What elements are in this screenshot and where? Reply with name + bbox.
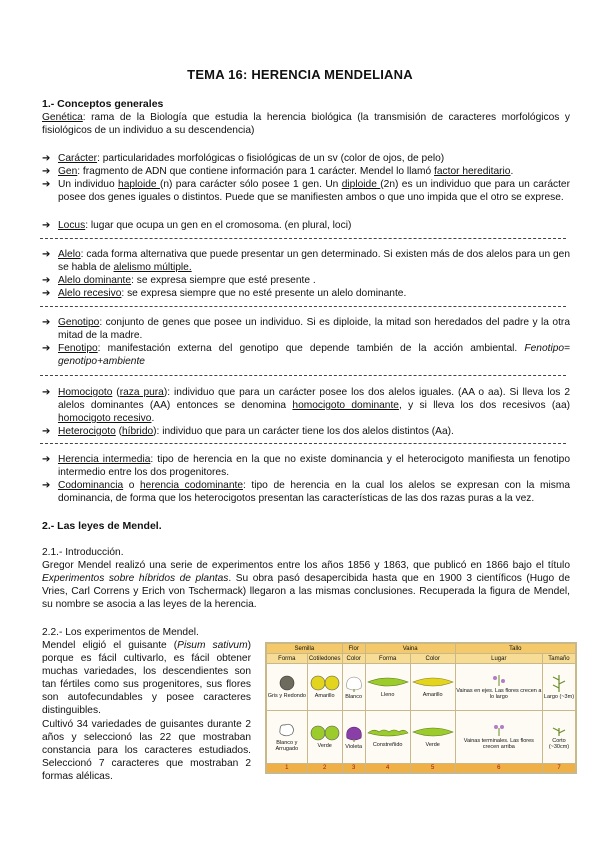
text: Gregor Mendel realizó una serie de experimentos entre los años 1856 y 1863, que publicó en 1866 bajo el título	[42, 560, 570, 571]
definition: Un individuo	[58, 179, 119, 190]
arrow-icon: ➔	[42, 249, 51, 260]
green-pod-icon	[411, 726, 455, 740]
genetica-definition	[42, 111, 570, 137]
term: Herencia intermedia	[58, 454, 151, 465]
trait-cell	[307, 664, 342, 711]
arrow-icon: ➔	[42, 343, 51, 354]
definition: o	[123, 480, 140, 491]
genetica-text: : rama de la Biología que estudia la herencia biológica (la transmisión de caracteres morfológicos y fisiológicos de un individuo a su descendencia)	[42, 112, 570, 136]
group-header: Semilla	[267, 644, 343, 654]
definition: (	[112, 387, 120, 398]
col-header: Color	[410, 654, 455, 664]
trait-cell	[455, 710, 542, 763]
trait-cell	[365, 664, 410, 711]
group-header: Vaina	[365, 644, 455, 654]
white-flower-icon	[343, 674, 365, 692]
divider	[40, 375, 566, 376]
trait-cell	[410, 664, 455, 711]
axial-flowers-plant-icon	[487, 674, 511, 686]
term: homocigoto dominante	[292, 400, 399, 411]
definition: (2n) es un individuo que para un carácter posee dos genes iguales o distintos. Puede que se manifiesten ambos o que uno impida que el otro se exprese.	[58, 179, 570, 203]
arrow-icon: ➔	[42, 480, 51, 491]
arrow-icon: ➔	[42, 220, 51, 231]
arrow-icon: ➔	[42, 166, 51, 177]
trait-label: Constreñido	[372, 741, 403, 748]
list-item	[42, 248, 570, 274]
term: Carácter	[58, 153, 98, 164]
divider	[40, 443, 566, 444]
trait-label: Blanco	[345, 693, 363, 700]
list-item	[42, 386, 570, 425]
trait-cell	[455, 664, 542, 711]
term: Genotipo	[58, 317, 100, 328]
term: híbrido	[122, 426, 154, 437]
col-header: Forma	[267, 654, 308, 664]
trait-cell	[307, 710, 342, 763]
term: Heterocigoto	[58, 426, 116, 437]
definition: .	[151, 413, 155, 424]
arrow-icon: ➔	[42, 275, 51, 286]
trait-cell	[267, 710, 308, 763]
arrow-icon: ➔	[42, 426, 51, 437]
text: ) porque es fácil cultivarlo, es fácil obtener muchas variedades, los descendientes son tan fértiles como sus progenitores, sus flores son autofecundables y posee caracteres distinguibles.	[42, 640, 251, 716]
definition: : lugar que ocupa un gen en el cromosoma. (en plural, loci)	[85, 220, 352, 231]
tall-plant-icon	[549, 674, 569, 692]
trait-number: 5	[410, 764, 455, 773]
term: Alelo recesivo	[58, 288, 122, 299]
definition: : cada forma alternativa que puede presentar un gen determinado. Si existen más de dos alelos para un gen se habla de	[58, 249, 570, 273]
term: raza pura	[119, 387, 164, 398]
text: Mendel eligió el guisante (	[42, 640, 178, 651]
list-item	[42, 342, 570, 368]
arrow-icon: ➔	[42, 153, 51, 164]
list-item	[42, 287, 570, 300]
term: Fenotipo	[58, 343, 98, 354]
term: Locus	[58, 220, 86, 231]
term: alelismo múltiple.	[113, 262, 192, 273]
arrow-icon: ➔	[42, 317, 51, 328]
green-cotyledon-icon	[308, 725, 342, 741]
arrow-icon: ➔	[42, 454, 51, 465]
trait-label: Amarillo	[314, 692, 335, 699]
list-item	[42, 152, 570, 165]
trait-label: Vainas en ejes. Las flores crecen a lo largo	[456, 687, 542, 700]
trait-label: Corto (~30cm)	[548, 737, 570, 750]
list-item	[42, 274, 570, 287]
trait-label: Lleno	[380, 691, 395, 698]
trait-number: 2	[307, 764, 342, 773]
term: Alelo	[58, 249, 81, 260]
term: Codominancia	[58, 480, 124, 491]
trait-cell	[365, 710, 410, 763]
arrow-icon: ➔	[42, 179, 51, 190]
col-header: Color	[342, 654, 365, 664]
trait-label: Blanco y Arrugado	[275, 739, 299, 752]
definition: (n) para carácter sólo posee 1 gen. Un	[159, 179, 342, 190]
section-2-heading: 2.- Las leyes de Mendel.	[42, 520, 162, 532]
list-item	[42, 453, 570, 479]
definition: : manifestación externa del genotipo que depende también de la acción ambiental.	[97, 343, 525, 354]
definition: (	[115, 426, 122, 437]
definition: , y si lleva los dos recesivos (aa)	[398, 400, 570, 411]
violet-flower-icon	[343, 724, 365, 742]
definition: : se expresa siempre que no esté presente un alelo dominante.	[121, 288, 407, 299]
full-green-pod-icon	[366, 676, 410, 690]
list-item	[42, 219, 570, 232]
term: Homocigoto	[58, 387, 113, 398]
arrow-icon: ➔	[42, 288, 51, 299]
term: herencia codominante	[139, 480, 243, 491]
divider	[40, 238, 566, 239]
mendel-characters-table	[265, 642, 577, 774]
genetica-term: Genética	[42, 112, 83, 123]
yellow-pod-icon	[411, 676, 455, 690]
term: Gen	[58, 166, 78, 177]
trait-number: 1	[267, 764, 308, 773]
book-title: Experimentos sobre híbridos de plantas	[42, 573, 229, 584]
list-item	[42, 479, 570, 505]
term: diploide	[341, 179, 381, 190]
col-header: Forma	[365, 654, 410, 664]
group-header: Tallo	[455, 644, 575, 654]
definition: : tipo de herencia en la cual los alelos se expresan con la misma dominancia, de forma que los heterocigotos presentan las características de las dos razas puras a la vez.	[58, 480, 570, 504]
trait-cell	[410, 710, 455, 763]
constricted-pod-icon	[366, 726, 410, 740]
trait-number: 7	[542, 764, 575, 773]
round-seed-icon	[277, 675, 297, 691]
arrow-icon: ➔	[42, 387, 51, 398]
group-header: Flor	[342, 644, 365, 654]
definition: ): individuo que para un carácter posee los dos alelos iguales. (AA o aa). Si lleva los 2 alelos dominantes (AA) entonces se denomina	[58, 387, 570, 411]
list-item	[42, 425, 570, 438]
term: factor hereditario	[434, 166, 511, 177]
formula: Fenotipo= genotipo+ambiente	[58, 343, 570, 367]
col-header: Tamaño	[542, 654, 575, 664]
definition: : se expresa siempre que esté presente .	[131, 275, 316, 286]
term: homocigoto recesivo	[58, 413, 152, 424]
trait-label: Verde	[317, 742, 332, 749]
definition: : tipo de herencia en la que no existe dominancia y el heterocigoto manifiesta un fenotipo intermedio entre los dos progenitores.	[58, 454, 570, 478]
definition: : particularidades morfológicas o fisiológicas de un sv (color de ojos, de pelo)	[97, 153, 445, 164]
list-item	[42, 178, 570, 204]
trait-number: 4	[365, 764, 410, 773]
col-header: Cotiledones	[308, 655, 341, 662]
list-item	[42, 316, 570, 342]
trait-label: Largo (~3m)	[543, 693, 575, 700]
trait-cell	[342, 710, 365, 763]
list-item	[42, 165, 570, 178]
experiments-paragraph	[42, 639, 251, 717]
trait-label: Gris y Redondo	[267, 692, 306, 699]
definition: .	[510, 166, 514, 177]
subsection-heading: 2.1.- Introducción.	[42, 547, 124, 558]
text: . Su obra pasó desapercibida hasta que en 1900 3 científicos (Hugo de Vries, Carl Correns y Erich von Tschermack) llegaron a las mismas conclusiones. Recuperada la figura de Mendel, su nombre se asocia a las leyes de la herencia.	[42, 573, 570, 610]
trait-cell	[542, 710, 575, 763]
trait-number: 3	[342, 764, 365, 773]
species-name: Pisum sativum	[177, 640, 248, 651]
trait-label: Vainas terminales. Las flores crecen arriba	[463, 737, 534, 750]
terminal-flowers-plant-icon	[487, 724, 511, 736]
trait-label: Violeta	[345, 743, 363, 750]
definition: : conjunto de genes que posee un individuo. Si es diploide, la mitad son heredados del padre y la otra mitad de la madre.	[58, 317, 570, 341]
trait-cell	[267, 664, 308, 711]
term: haploide	[118, 179, 160, 190]
term: Alelo dominante	[58, 275, 132, 286]
divider	[40, 306, 566, 307]
short-plant-icon	[549, 724, 569, 736]
page-title: TEMA 16: HERENCIA MENDELIANA	[187, 67, 413, 82]
wrinkled-seed-icon	[277, 722, 297, 738]
section-1-heading: 1.- Conceptos generales	[42, 98, 164, 110]
trait-label: Amarillo	[422, 691, 443, 698]
trait-cell	[542, 664, 575, 711]
definition: ): individuo que para un carácter tiene los dos alelos distintos (Aa).	[153, 426, 454, 437]
trait-cell	[342, 664, 365, 711]
intro-paragraph	[42, 559, 570, 611]
yellow-cotyledon-icon	[308, 675, 342, 691]
definition: : fragmento de ADN que contiene información para 1 carácter. Mendel lo llamó	[77, 166, 435, 177]
experiments-paragraph-2: Cultivó 34 variedades de guisantes durante 2 años y seleccionó las 22 que mostraban constancia para los caracteres estudiados. Seleccionó 7 caracteres que mostraban 2 formas alélicas.	[42, 719, 251, 782]
trait-label: Verde	[425, 741, 440, 748]
trait-number: 6	[455, 764, 542, 773]
subsection-heading: 2.2.- Los experimentos de Mendel.	[42, 627, 199, 638]
col-header: Lugar	[455, 654, 542, 664]
